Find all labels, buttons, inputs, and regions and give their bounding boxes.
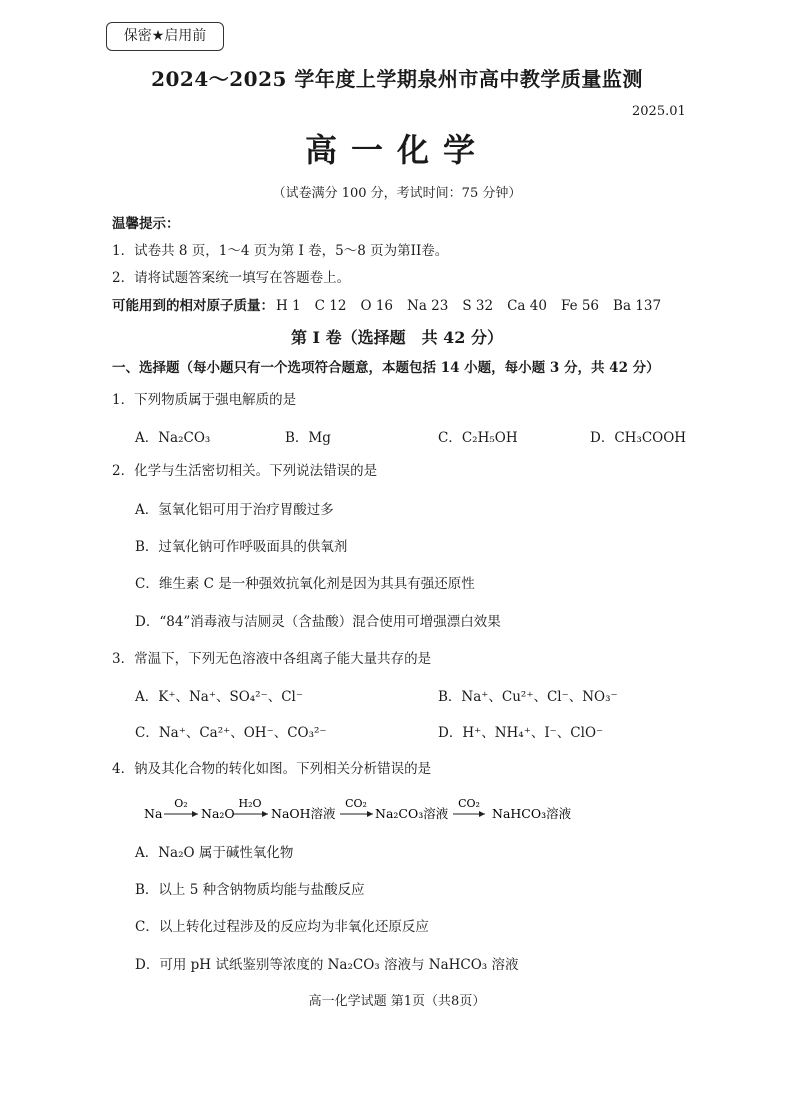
question-stem: 1．下列物质属于强电解质的是	[112, 392, 297, 408]
section-title: 第 I 卷（选择题 共 42 分）	[290, 328, 504, 347]
chain-arrowhead	[262, 811, 268, 817]
page-footer: 高一化学试题 第1页（共8页）	[308, 994, 486, 1009]
secret-label: 保密★启用前	[106, 22, 224, 51]
exam-title: 2024～2025 学年度上学期泉州市高中教学质量监测	[151, 67, 643, 91]
option: D．H⁺、NH₄⁺、I⁻、ClO⁻	[438, 725, 604, 741]
conversion-chain-diagram	[140, 790, 600, 826]
atomic-mass: C 12	[314, 298, 347, 314]
question-stem: 4．钠及其化合物的转化如图。下列相关分析错误的是	[112, 761, 432, 777]
tips-heading: 温馨提示：	[112, 216, 180, 232]
atomic-mass: O 16	[360, 298, 394, 314]
option: A．Na₂O 属于碱性氧化物	[135, 845, 294, 861]
chain-reagent: CO₂	[345, 797, 367, 810]
chain-species: Na₂CO₃溶液	[375, 806, 449, 821]
chain-species: NaHCO₃溶液	[492, 806, 572, 821]
chain-species: Na₂O	[201, 806, 235, 821]
atomic-mass: Ca 40	[507, 298, 547, 314]
option: D．可用 pH 试纸鉴别等浓度的 Na₂CO₃ 溶液与 NaHCO₃ 溶液	[135, 957, 519, 973]
atomic-mass: Ba 137	[613, 298, 662, 314]
chain-species: NaOH溶液	[271, 806, 336, 821]
option: D．CH₃COOH	[590, 430, 687, 446]
chain-reagent: CO₂	[458, 797, 480, 810]
section-heading: 一、选择题（每小题只有一个选项符合题意，本题包括 14 小题，每小题 3 分，共 42 分）	[112, 360, 660, 376]
option: A．氢氧化铝可用于治疗胃酸过多	[135, 502, 334, 518]
option: C．Na⁺、Ca²⁺、OH⁻、CO₃²⁻	[135, 725, 327, 741]
option: B．过氧化钠可作呼吸面具的供氧剂	[135, 539, 348, 555]
question-stem: 3．常温下，下列无色溶液中各组离子能大量共存的是	[112, 651, 432, 667]
atomic-mass: S 32	[462, 298, 494, 314]
atomic-mass: H 1	[276, 298, 301, 314]
atomic-mass: Na 23	[407, 298, 449, 314]
chain-arrowhead	[192, 811, 198, 817]
chain-reagent: O₂	[174, 797, 188, 810]
option: B．Na⁺、Cu²⁺、Cl⁻、NO₃⁻	[438, 689, 618, 705]
atomic-label: 可能用到的相对原子质量：	[112, 298, 274, 314]
option: C．C₂H₅OH	[438, 430, 518, 446]
option: C．维生素 C 是一种强效抗氧化剂是因为其具有强还原性	[135, 576, 475, 592]
option: B．以上 5 种含钠物质均能与盐酸反应	[135, 882, 365, 898]
subject-title: 高一化学	[304, 131, 489, 169]
chain-arrowhead	[367, 811, 373, 817]
option: A．K⁺、Na⁺、SO₄²⁻、Cl⁻	[135, 689, 303, 705]
tip-item: 2．请将试题答案统一填写在答题卷上。	[112, 270, 351, 286]
tip-item: 1．试卷共 8 页，1～4 页为第 I 卷，5～8 页为第II卷。	[112, 243, 449, 259]
question-stem: 2．化学与生活密切相关。下列说法错误的是	[112, 463, 378, 479]
option: D．“84”消毒液与洁厕灵（含盐酸）混合使用可增强漂白效果	[135, 614, 501, 630]
option: A．Na₂CO₃	[135, 430, 211, 446]
atomic-mass: Fe 56	[560, 298, 600, 314]
chain-arrowhead	[479, 811, 485, 817]
exam-date: 2025.01	[632, 104, 686, 119]
chain-species: Na	[144, 806, 163, 821]
atomic-masses-line	[112, 294, 675, 314]
exam-info: （试卷满分 100 分，考试时间：75 分钟）	[272, 186, 522, 201]
option: C．以上转化过程涉及的反应均为非氧化还原反应	[135, 919, 429, 935]
option: B．Mg	[285, 430, 331, 446]
chain-reagent: H₂O	[238, 797, 262, 810]
